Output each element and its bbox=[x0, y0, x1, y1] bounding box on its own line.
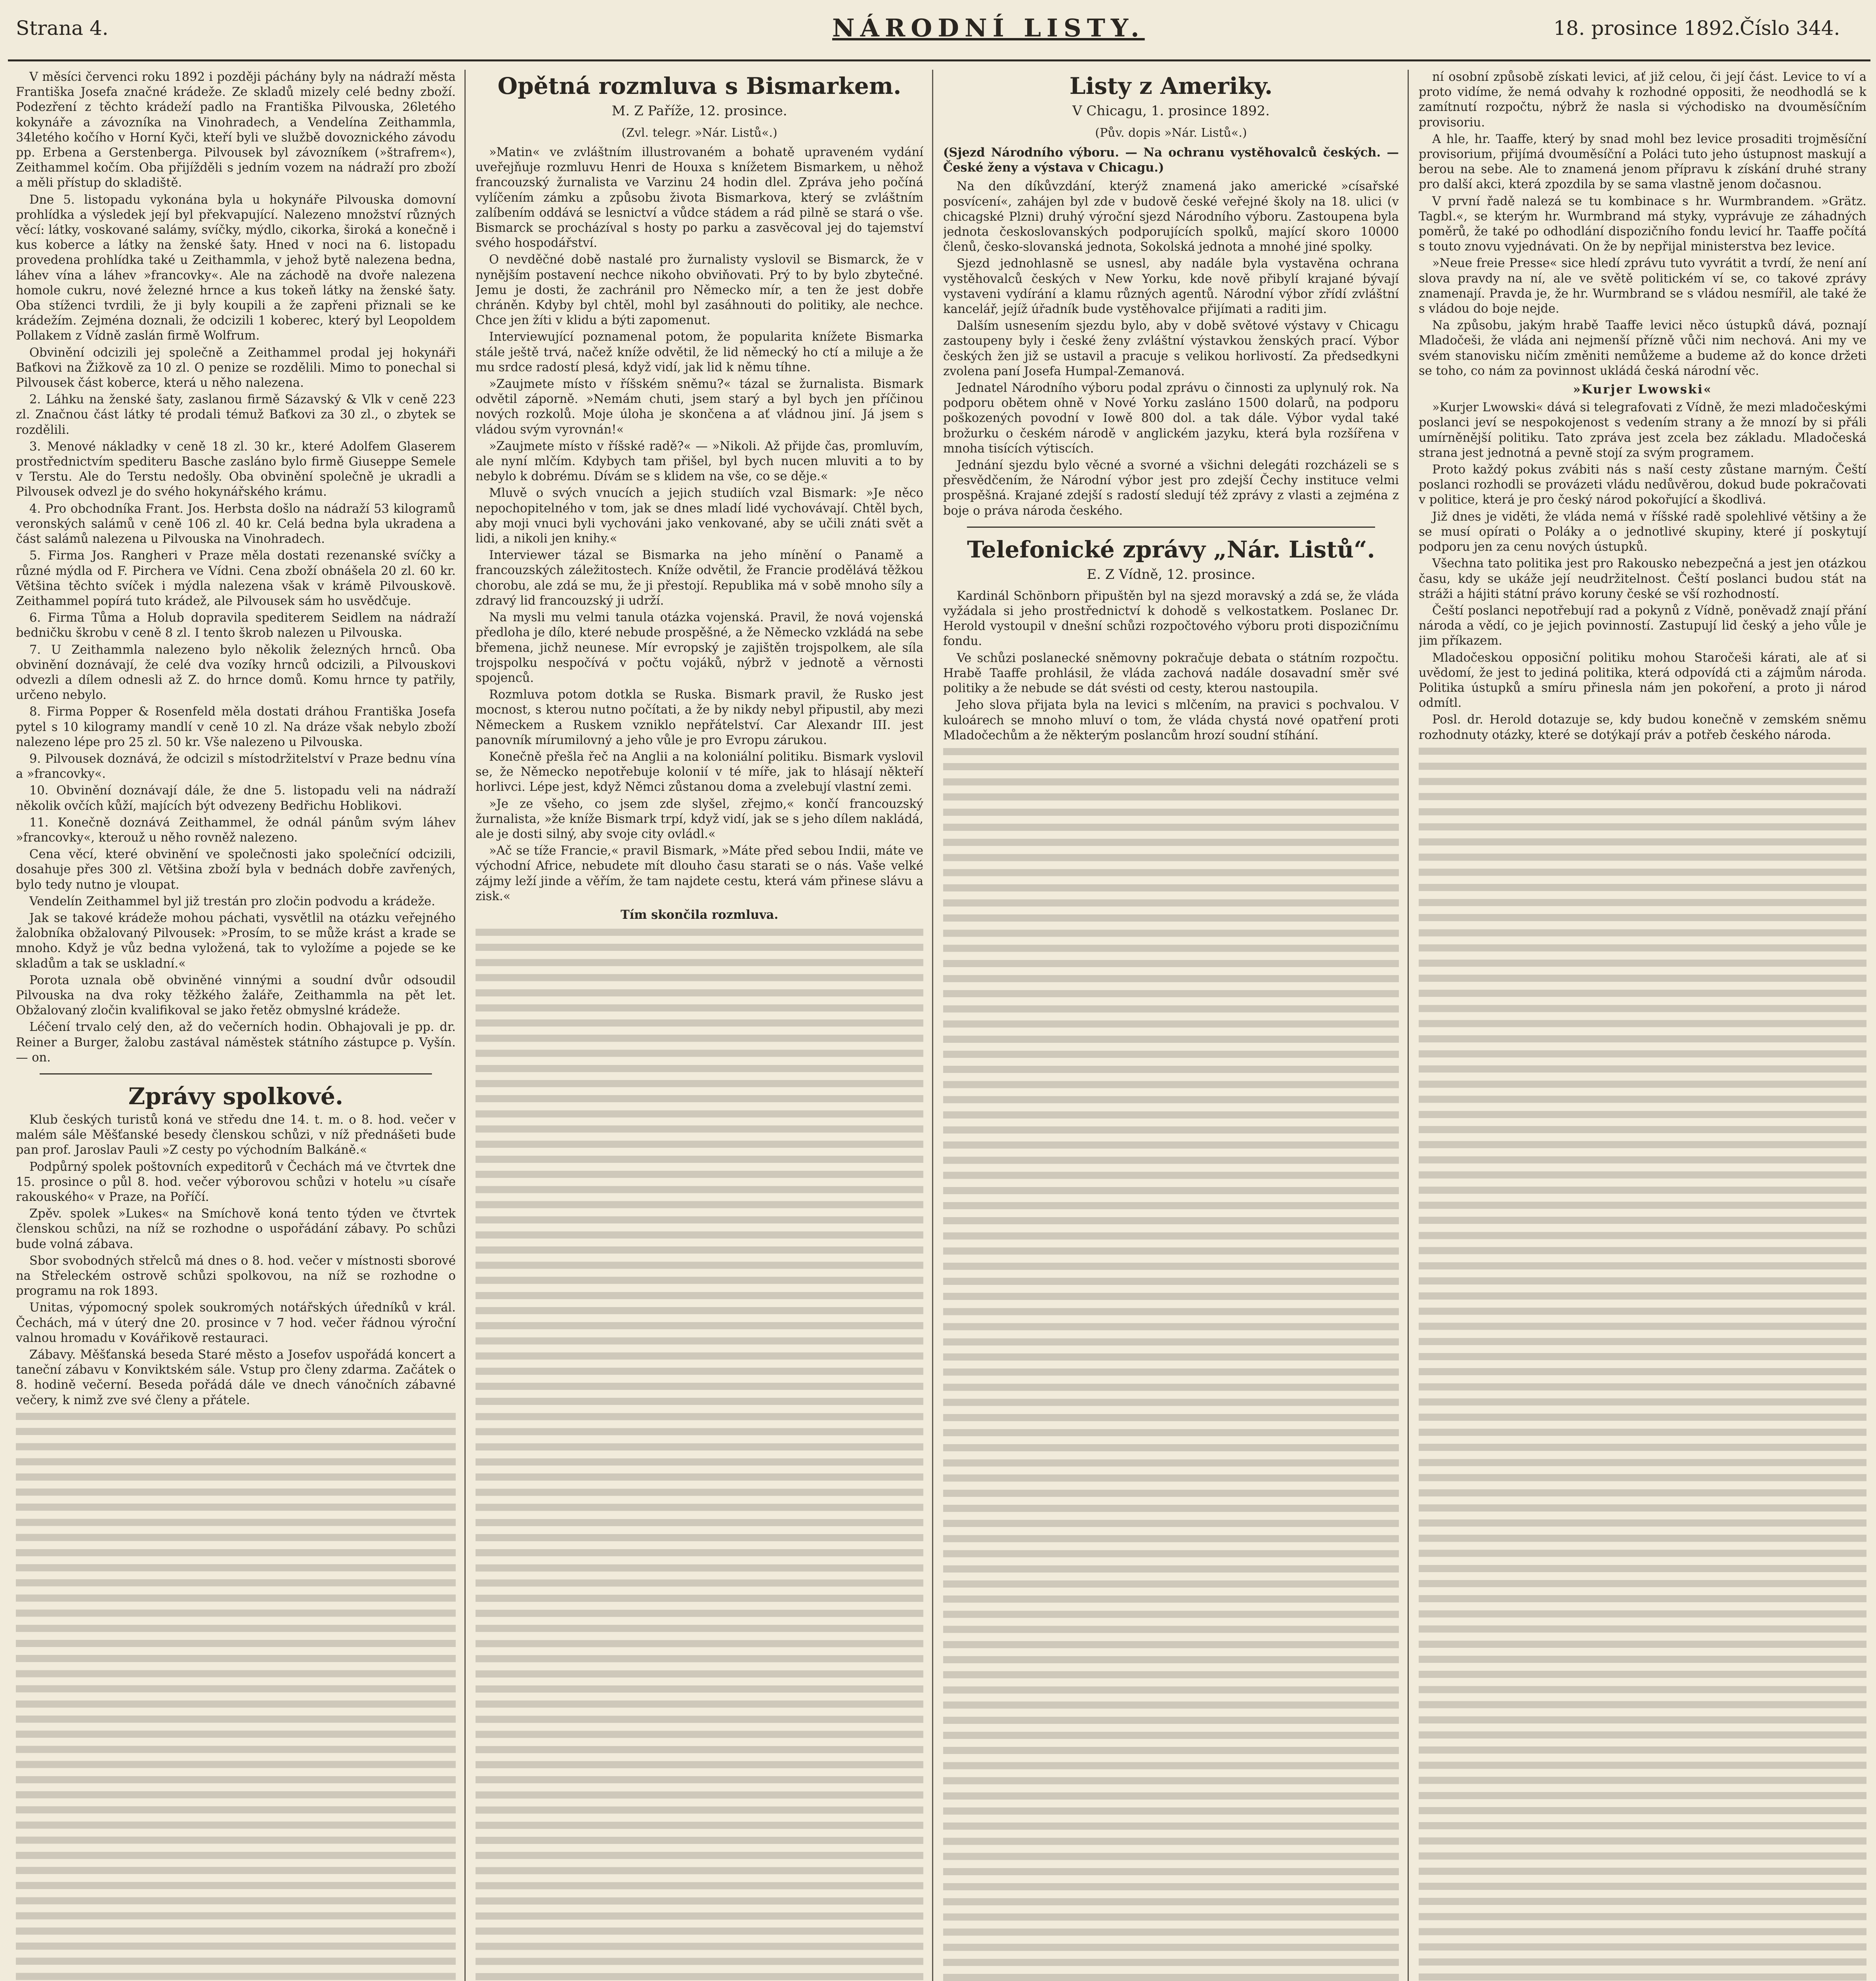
paragraph: Již dnes je viděti, že vláda nemá v říšské radě spolehlivé většiny a že se musí opírati o Poláky a o jednotlivé skupiny, které jí poskytují podporu jen za cenu nových ústupků. bbox=[1419, 510, 1866, 554]
article-summary: (Sjezd Národního výboru. — Na ochranu vystěhovalců českých. — České ženy a výstava v Chicagu.) bbox=[943, 145, 1399, 175]
paragraph: 6. Firma Tůma a Holub dopravila spediterem Seidlem na nádraží bedničku škrobu v ceně 8 zl. I tento škrob nalezen u Pilvouska. bbox=[16, 611, 456, 640]
paragraph: Na způsobu, jakým hrabě Taaffe levici něco ústupků dává, poznají Mladočeši, že vláda ani nejmenší přízně vůči nim nechová. Ani my ve svém stanovisku ničím změniti nemůžeme a budeme až do konce držeti se toho, co nám za povinnost ukládá česká národní věc. bbox=[1419, 319, 1866, 378]
paragraph: Jednatel Národního výboru podal zprávu o činnosti za uplynulý rok. Na podporu obětem ohně v Nové Yorku zasláno 1500 dolarů, na podporu poškozených povodní v Iowě 800 dol. a tak dále. Výbor vydal také brožurku o českém národě v anglickém jazyku, která byla rozšířena v mnoha tisících výtiscích. bbox=[943, 381, 1399, 456]
section-heading-telephone: Telefonické zprávy „Nár. Listů“. bbox=[967, 536, 1375, 563]
bismarck-article-body bbox=[476, 145, 923, 904]
issue-number: Číslo 344. bbox=[1740, 17, 1840, 40]
club-news-body bbox=[16, 1113, 456, 1408]
paragraph: Na den díkůvzdání, kterýž znamená jako americké »císařské posvícení«, zahájen byl zde v budově české veřejné školy na 18. ulici (v chicagské Plzni) druhý výroční sjezd Národního výboru. Zastoupena byla jednota českoslovanských podporujících spolků, mající skoro 10000 členů, česko-slovanská jednota, Sokolská jednota a mnohé jiné spolky. bbox=[943, 179, 1399, 254]
paragraph: O nevděčné době nastalé pro žurnalisty vyslovil se Bismarck, že v nynějším postavení nechce nikoho obviňovati. Prý to by bylo zbytečné. Jemu je dosti, že zachránil pro Německo mír, a ten že jest dobře chráněn. Kdyby byl chtěl, mohl byl zasáhnouti do politiky, ale nechce. Chce jen žíti v klidu a býti zapomenut. bbox=[476, 253, 923, 328]
byline: (Pův. dopis »Nár. Listů«.) bbox=[1095, 126, 1247, 140]
paragraph: Porota uznala obě obviněné vinnými a soudní dvůr odsoudil Pilvouska na dva roky těžkého žaláře, Zeithammla na pět let. Obžalovaný zločin kvalifikoval se jako řetěz obmyslné krádeže. bbox=[16, 973, 456, 1018]
paragraph: 3. Menové nákladky v ceně 18 zl. 30 kr., které Adolfem Glaserem prostřednictvím spediteru Basche zasláno bylo firmě Giuseppe Semele v Terstu. Ale do Terstu nedošly. Oba obvinění společně je ukradli a Pilvousek odvezl je do svého hokynářského krámu. bbox=[16, 439, 456, 499]
paragraph: 7. U Zeithammla nalezeno bylo několik železných hrnců. Oba obvinění doznávají, že celé dva vozíky hrnců odcizili, a Pilvouskovi odvezli a dílem odnesli až Z. do hrnce domů. Komu hrnce ty patřily, určeno nebylo. bbox=[16, 643, 456, 702]
paragraph: Jak se takové krádeže mohou páchati, vysvětlil na otázku veřejného žalobníka obžalovaný Pilvousek: »Prosím, to se může krást a krade se mnoho. Když je vůz bedna vyložená, tak to vyložíme a pojede se ke skladům a tak se uskladní.« bbox=[16, 911, 456, 971]
paragraph: »Neue freie Presse« sice hledí zprávu tuto vyvrátit a tvrdí, že není aní slova pravdy na ní, ale ve světě politickém ví se, co takové zprávy znamenají. Pravda je, že hr. Wurmbrand se s vládou nesmířil, ale také že s vládou do boje nejde. bbox=[1419, 256, 1866, 316]
newspaper-title: NÁRODNÍ LISTY. bbox=[832, 13, 1145, 42]
article-end: Tím skončila rozmluva. bbox=[621, 907, 778, 922]
paragraph: Kardinál Schönborn připuštěn byl na sjezd moravský a zdá se, že vláda vyžádala si jeho prostřednictví k dohodě s velkostatkem. Poslanec Dr. Herold vystoupil v dnešní schůzi rozpočtového výboru proti dispozičnímu fondu. bbox=[943, 589, 1399, 649]
paragraph: Sjezd jednohlasně se usnesl, aby nadále byla vystavěna ochrana vystěhovalců českých v New Yorku, kde nově přibylí krajané bývají vystaveni vydírání a klamu různých agentů. Národní výbor zřídí zvláštní kancelář, jejíž úřadník bude vystěhovalce přijímati a raditi jim. bbox=[943, 257, 1399, 317]
article-heading-america: Listy z Ameriky. bbox=[1069, 73, 1273, 99]
dateline: M. Z Paříže, 12. prosince. bbox=[611, 103, 787, 119]
section-divider bbox=[967, 527, 1375, 528]
paragraph: 9. Pilvousek doznává, že odcizil s místodržitelství v Praze bednu vína a »francovky«. bbox=[16, 752, 456, 781]
continued-text-texture bbox=[16, 1410, 456, 1981]
paragraph: Cena věcí, které obvinění ve společnosti jako společnící odcizili, dosahuje přes 300 zl. Většina zboží byla v bednách dobře zavřených, bylo tedy nutno je vloupat. bbox=[16, 847, 456, 892]
paragraph: »Kurjer Lwowski« dává si telegrafovati z Vídně, že mezi mladočeskými poslanci jeví se nespokojenost s vedením strany a že mnozí by si přáli umírněnější politiku. Tato zpráva jest zcela bez základu. Mladočeská strana jest jednotná a pevně stojí za svým programem. bbox=[1419, 401, 1866, 460]
dateline: V Chicagu, 1. prosince 1892. bbox=[1072, 103, 1270, 119]
continued-text-texture bbox=[1419, 744, 1866, 1981]
paragraph: Konečně přešla řeč na Anglii a na koloniální politiku. Bismark vyslovil se, že Německo nepotřebuje kolonií v té míře, jak to hlásají někteří horlivci. Lépe jest, když Němci zůstanou doma a zvelebují vlastní zemi. bbox=[476, 750, 923, 794]
column-rule bbox=[464, 70, 466, 1981]
politics-body bbox=[1419, 70, 1866, 379]
paragraph: Sbor svobodných střelců má dnes o 8. hod. večer v místnosti sborové na Střeleckém ostrově schůzi spolkovou, na níž se rozhodne o programu na rok 1893. bbox=[16, 1254, 456, 1298]
section-divider bbox=[40, 1073, 432, 1074]
paragraph: V první řadě nalezá se tu kombinace s hr. Wurmbrandem. »Grätz. Tagbl.«, se kterým hr. Wurmbrand má styky, vyprávuje ze záhadných poměrů, že také po odhodlání dispozičního fondu levicí hr. Taaffe počítá s touto znovu vyjednávati. On že by nepřijal ministerstva bez levice. bbox=[1419, 194, 1866, 254]
article-heading-bismarck: Opětná rozmluva s Bismarkem. bbox=[497, 73, 902, 99]
paragraph: Proto každý pokus zvábiti nás s naší cesty zůstane marným. Čeští poslanci rozhodli se provázeti vládu nedůvěrou, dokud bude pokračovati v politice, která je pro český národ pokořující a škodlivá. bbox=[1419, 463, 1866, 507]
paragraph: Klub českých turistů koná ve středu dne 14. t. m. o 8. hod. večer v malém sále Měšťanské besedy členskou schůzi, v níž přednášeti bude pan prof. Jaroslav Pauli »Z cesty po východním Balkáně.« bbox=[16, 1113, 456, 1157]
paragraph: Zábavy. Měšťanská beseda Staré město a Josefov uspořádá koncert a taneční zábavu v Konviktském sále. Vstup pro členy zdarma. Začátek o 8. hodině večerní. Beseda pořádá dále ve dnech vánočních zábavné večery, k nimž zve své členy a přátele. bbox=[16, 1348, 456, 1407]
paragraph: Podpůrný spolek poštovních expeditorů v Čechách má ve čtvrtek dne 15. prosince o půl 8. hod. večer výborovou schůzi v hotelu »u císaře rakouského« v Praze, na Poříčí. bbox=[16, 1160, 456, 1204]
court-report-body bbox=[16, 70, 456, 1065]
continued-text-texture bbox=[943, 745, 1399, 1981]
paragraph: Ve schůzi poslanecké sněmovny pokračuje debata o státním rozpočtu. Hrabě Taaffe prohlásil, že vláda zachová nadále dosavadní směr své politiky a že nebude se dát svésti od cesty, kterou nastoupila. bbox=[943, 651, 1399, 696]
america-article-body bbox=[943, 179, 1399, 518]
paragraph: Dalším usnesením sjezdu bylo, aby v době světové výstavy v Chicagu zastoupeny byly i české ženy zvláštní výstavkou ženských prací. Výbor českých žen již se ustavil a pracuje s velikou horlivostí. Za předsedkyni zvolena paní Josefa Humpal-Zemanová. bbox=[943, 319, 1399, 378]
paragraph: Interviewer tázal se Bismarka na jeho mínění o Panamě a francouzských záležitostech. Kníže odvětil, že Francie prodělává těžkou chorobu, ale zdá se mu, že ji přestojí. Republika má v sobě mnoho síly a zdravý lid francouzský ji udrží. bbox=[476, 548, 923, 608]
paragraph: 11. Konečně doznává Zeithammel, že odnál pánům svým láhev »francovky«, kterouž u něho rovněž nalezeno. bbox=[16, 815, 456, 845]
paragraph: »Ač se tíže Francie,« pravil Bismark, »Máte před sebou Indii, máte ve východní Africe, nebudete mít dlouho času starati se o nás. Vaše velké zájmy leží jinde a věřím, že tam najdete cestu, která vám přinese slávu a zisk.« bbox=[476, 844, 923, 903]
column-politics bbox=[1419, 70, 1866, 1981]
paragraph: 4. Pro obchodníka Frant. Jos. Herbsta došlo na nádraží 53 kilogramů veronských salámů v ceně 106 zl. 40 kr. Celá bedna byla ukradena a část salámů nalezena u Pilvouska na Vinohradech. bbox=[16, 502, 456, 546]
paragraph: 5. Firma Jos. Rangheri v Praze měla dostati rezenanské svíčky a různé mýdla od F. Pirchera ve Vídni. Cena zboží obnášela 20 zl. 60 kr. Většina těchto svíček i mýdla nalezena však v krámě Pilvouskově. Zeithammel popírá tuto krádež, ale Pilvousek sám ho usvědčuje. bbox=[16, 549, 456, 608]
paragraph: 8. Firma Popper & Rosenfeld měla dostati dráhou Františka Josefa pytel s 10 kilogramy mandlí v ceně 10 zl. Na dráze však nebylo zboží nalezeno lépe pro 25 zl. 50 kr. Vše nalezeno u Pilvouska. bbox=[16, 705, 456, 749]
paragraph: V měsíci červenci roku 1892 i později páchány byly na nádraží města Františka Josefa značné krádeže. Ze skladů mizely celé bedny zboží. Podezření z těchto krádeží padlo na Františka Pilvouska, 26letého kokynáře a závozníka na Vinohradech, a Vendelína Zeithammla, 34letého kočího v Horní Kyči, kteří byli ve službě dovoznického závodu pp. Erbena a Gerstenberga. Pilvousek byl závozníkem (»štrafrem«), Zeithammel kočím. Oba přijížděli s jedním vozem na nádraží pro zboží a měli přístup do skladiště. bbox=[16, 70, 456, 190]
paragraph: »Zaujmete místo v říšském sněmu?« tázal se žurnalista. Bismark odvětil záporně. »Nemám chuti, jsem starý a byl bych jen příčinou nových rozkolů. Moje úloha je skončena a ať vládnou jiní. Já jsem s vládou svým vyrovnán!« bbox=[476, 377, 923, 437]
page-number: Strana 4. bbox=[16, 17, 109, 40]
column-bismarck bbox=[476, 70, 923, 1981]
byline: (Zvl. telegr. »Nár. Listů«.) bbox=[621, 126, 778, 140]
column-rule bbox=[932, 70, 933, 1981]
paragraph: Zpěv. spolek »Lukes« na Smíchově koná tento týden ve čtvrtek členskou schůzi, na níž se rozhodne o uspořádání zábavy. Po schůzi bude volná zábava. bbox=[16, 1207, 456, 1251]
paragraph: »Matin« ve zvláštním illustrovaném a bohatě upraveném vydání uveřejňuje rozmluvu Henri de Houxa s knížetem Bismarkem, u něhož francouzský žurnalista ve Varzinu 24 hodin dlel. Zpráva jeho počíná vylíčením zámku a způsobu života Bismarkova, který se zvláštním zalíbením oddává se lesnictví a vůdce stádem a rád pilně se stará o vše. Bismarck se procházíval s hosty po parku a zasvěcoval jej do tajemství svého hospodářství. bbox=[476, 145, 923, 250]
paragraph: »Je ze všeho, co jsem zde slyšel, zřejmo,« končí francouzský žurnalista, »že kníže Bismark trpí, když vidí, jak se s jeho dílem nakládá, ale je dosti silný, aby svoje city ovládl.« bbox=[476, 797, 923, 841]
paragraph: Mladočeskou opposiční politiku mohou Staročeši kárati, ale ať si uvědomí, že jest to jediná politika, která odpovídá cti a zájmům národa. Politika ústupků a smíru přinesla nám jen pokoření, a proto ji národ odmítl. bbox=[1419, 651, 1866, 710]
paragraph: ní osobní způsobě získati levici, ať již celou, či její část. Levice to ví a proto vidíme, že nemá odvahy k rozhodné oppositi, že neodhodlá se k zamítnutí rozpočtu, nýbrž že nasla si východisko na dvouměsíčním provisoriu. bbox=[1419, 70, 1866, 130]
continued-text-texture bbox=[476, 926, 923, 1981]
paragraph: Čeští poslanci nepotřebují rad a pokynů z Vídně, poněvadž znají přání národa a vědí, co je jejich povinností. Zastupují lid český a jeho vůle je jim příkazem. bbox=[1419, 603, 1866, 648]
paragraph: Jednání sjezdu bylo věcné a svorné a všichni delegáti rozcházeli se s přesvědčením, že Národní výbor jest pro zdejší Čechy instituce velmi prospěšná. Krajané zdejší s radostí sledují též zprávy z vlasti a zejména z boje o práva národa českého. bbox=[943, 458, 1399, 518]
paragraph: 10. Obvinění doznávají dále, že dne 5. listopadu veli na nádraží několik ovčích kůží, majících být odvezeny Bedřichu Hoblikovi. bbox=[16, 784, 456, 813]
paragraph: Rozmluva potom dotkla se Ruska. Bismark pravil, že Rusko jest mocnost, s kterou nutno počítati, a že by nikdy nebyl připustil, aby mezi Německem a Ruskem vzniklo nepřátelství. Car Alexandr III. jest panovník mírumilovný a jeho vůle je pro Evropu zárukou. bbox=[476, 688, 923, 747]
masthead bbox=[8, 0, 1870, 61]
paragraph: Unitas, výpomocný spolek soukromých notářských úředníků v král. Čechách, má v úterý dne 20. prosince v 7 hod. večer řádnou výroční valnou hromadu v Kovářikově restauraci. bbox=[16, 1301, 456, 1345]
telephone-news-body bbox=[943, 589, 1399, 743]
subsection-heading-kurjer: »Kurjer Lwowski« bbox=[1573, 382, 1712, 397]
column-america bbox=[943, 70, 1399, 1981]
dateline: E. Z Vídně, 12. prosince. bbox=[1087, 566, 1255, 582]
column-rule bbox=[1408, 70, 1409, 1981]
paragraph: Jeho slova přijata byla na levici s mlčením, na pravici s pochvalou. V kuloárech se mnoho mluví o tom, že vláda chystá nové opatření proti Mladočechům a že některým poslancům hrozí soudní stíhání. bbox=[943, 698, 1399, 742]
paragraph: A hle, hr. Taaffe, který by snad mohl bez levice prosaditi trojměsíční provisorium, přijímá dvouměsíční a Poláci tuto jeho ústupnost maskují a berou na sebe. Ale to znamená jenom přípravu k získání druhé strany pro další akci, která zpozdila by se sama vlastně jenom dočasnou. bbox=[1419, 132, 1866, 192]
paragraph: Všechna tato politika jest pro Rakousko nebezpečná a jest jen otázkou času, kdy se ukáže její neudržitelnost. Čeští poslanci budou stát na stráži a hájiti státní právo koruny české se vší rozhodností. bbox=[1419, 557, 1866, 601]
paragraph: Interviewující poznamenal potom, že popularita knížete Bismarka stále ještě trvá, načež kníže odvětil, že lid německý ho ctí a miluje a že mu srdce radostí plesá, když vidí, jak lid k němu tíhne. bbox=[476, 330, 923, 374]
section-heading-spolky: Zprávy spolkové. bbox=[128, 1083, 344, 1110]
closing-paragraph: Posl. dr. Herold dotazuje se, kdy budou konečně v zemském sněmu rozhodnuty otázky, které se dotýkají práv a potřeb českého národa. bbox=[1419, 713, 1866, 742]
kurjer-body bbox=[1419, 400, 1866, 711]
paragraph: 2. Láhku na ženské šaty, zaslanou firmě Sázavský & Vlk v ceně 223 zl. Značnou část látky té prodali témuž Baťkovi za 30 zl., o zbytek se rozdělili. bbox=[16, 393, 456, 437]
paragraph: Obvinění odcizili jej společně a Zeithammel prodal jej hokynáři Baťkovi na Žižkově za 10 zl. O penize se rozdělili. Mimo to ponechal si Pilvousek část koberce, která u něho nalezena. bbox=[16, 345, 456, 390]
paragraph: Na mysli mu velmi tanula otázka vojenská. Pravil, že nová vojenská předloha je dílo, které nebude prospěšné, a že Německo vzkládá na sebe břemena, jichž neunese. Mír evropský je zajištěn trojspolkem, ale síla trojspolku nespočívá v počtu vojáků, nýbrž v jednotě a věrnosti spojenců. bbox=[476, 611, 923, 685]
paragraph: Mluvě o svých vnucích a jejich studiích vzal Bismark: »Je něco nepochopitelného v tom, jak se dnes mladí lidé vychovávají. Chtěl bych, aby moji vnuci byli vychováni jako venkované, aby se učili znáti svět a lidi, a nikoli jen knihy.« bbox=[476, 486, 923, 546]
paragraph: Dne 5. listopadu vykonána byla u hokynáře Pilvouska domovní prohlídka a výsledek její byl překvapující. Nalezeno množství různých věcí: látky, voskované salámy, svíčky, mýdlo, cikorka, široká a konečně i kus koberce a látky na ženské šaty. Hned v noci na 6. listopadu provedena prohlídka také u Zeithammla, v jehož bytě nalezena bedna, láhev vína a láhev »francovky«. Ale na záchodě na dvoře nalezena homole cukru, nové železné hrnce a kus tokeň látky na ženské šaty. Oba stíženci tvrdili, že ji byly koupili a že zapřeni přiznali se ke krádežím. Zejména doznali, že odcizili 1 koberec, který byl Leopoldem Pollakem z Vídně zaslán firmě Wolfrum. bbox=[16, 193, 456, 343]
paragraph: Vendelín Zeithammel byl již trestán pro zločin podvodu a krádeže. bbox=[29, 894, 436, 908]
column-court-report bbox=[16, 70, 456, 1981]
issue-date: 18. prosince 1892. bbox=[1553, 17, 1740, 40]
paragraph: »Zaujmete místo v říšské radě?« — »Nikoli. Až přijde čas, promluvím, ale nyní mlčím. Kdybych tam přišel, byl bych nucen mluviti a to by nebylo k dobrému. Dívám se s klidem na vše, co se děje.« bbox=[476, 439, 923, 484]
paragraph: Léčení trvalo celý den, až do večerních hodin. Obhajovali je pp. dr. Reiner a Burger, žalobu zastával náměstek státního zástupce p. Vyšín. — on. bbox=[16, 1020, 456, 1065]
